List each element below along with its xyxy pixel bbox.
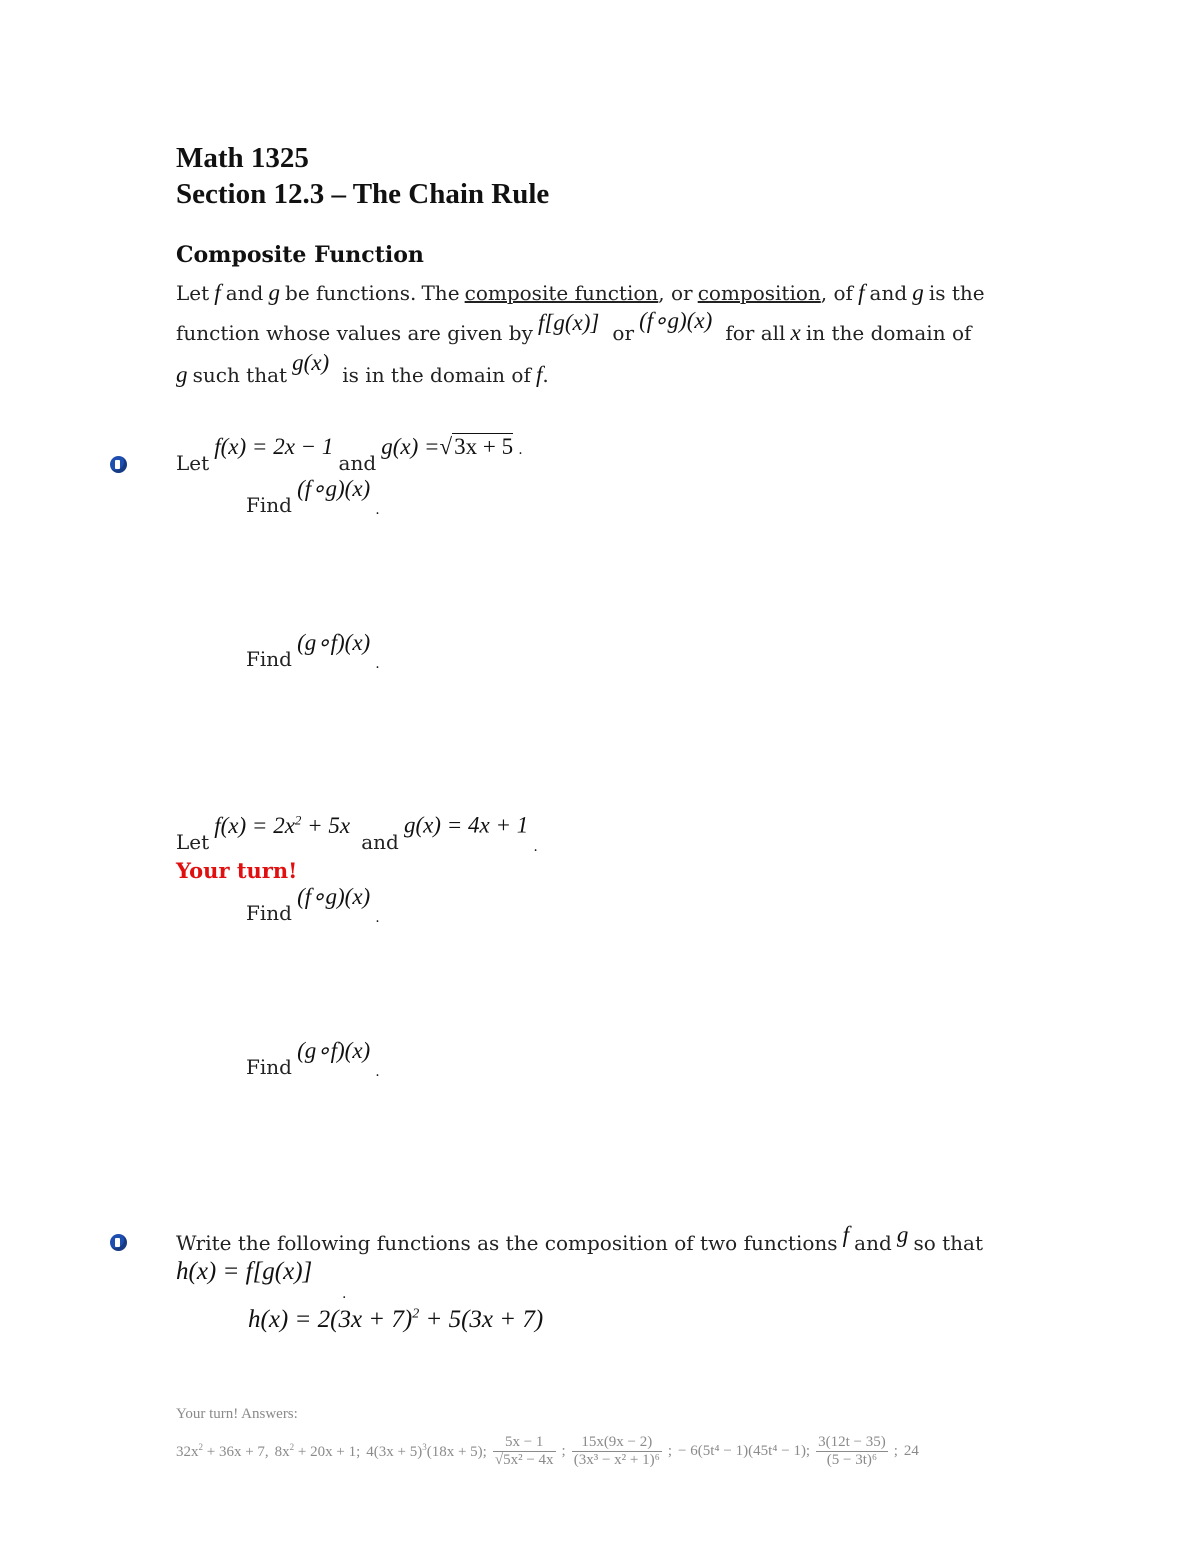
answer-1: $32x^2 + 36x + 7$, — [176, 1441, 269, 1460]
bullet-icon — [110, 456, 127, 473]
answer-3: $4(3x + 5)^3(18x + 5)$; — [366, 1441, 487, 1460]
section-title: Section 12.3 – The Chain Rule — [176, 178, 550, 210]
example1-statement: Let f(x) = 2x − 1 and g(x) =√3x + 5 . — [176, 434, 523, 475]
example1-g-definition: g(x) =√3x + 5 — [381, 434, 514, 459]
example1-find-gof: Find (g∘f)(x) . — [246, 630, 380, 672]
example2-g-definition: g(x) = 4x + 1 — [403, 812, 529, 838]
example3-h-expression: $h(x) = 2(3x + 7)^2 + 5(3x + 7)$ — [248, 1306, 544, 1333]
example3-h-composition: h(x) = f[g(x)] — [176, 1258, 313, 1285]
definition-heading: Composite Function — [176, 242, 424, 268]
example2-statement: Let $f(x) = 2x^2 + 5x$ and g(x) = 4x + 1 . — [176, 812, 538, 855]
definition-line-1: Let f and g be functions. The composite function, or composition, of f and g is the — [176, 280, 985, 305]
answer-2: $8x^2 + 20x + 1$; — [274, 1441, 361, 1460]
bullet-icon — [110, 1234, 127, 1251]
composition-term: composition — [697, 281, 821, 305]
definition-line-2: function whose values are given by f[g(x)] or (f∘g)(x) for all x in the domain of — [176, 308, 972, 345]
answer-4: $\frac{5x - 1}{\text{√5x² − 4x}}$ — [494, 1433, 554, 1468]
your-turn-label: Your turn! — [176, 858, 298, 883]
composite-function-term: composite function — [464, 281, 659, 305]
answer-8: 24 — [903, 1442, 919, 1459]
answers-label: Your turn! Answers: — [176, 1406, 298, 1422]
example2-find-fog: Find (f∘g)(x) . — [246, 884, 380, 926]
example1-find-fog: Find (f∘g)(x) . — [246, 476, 380, 518]
course-title: Math 1325 — [176, 142, 309, 174]
answer-7: $\frac{3(12t - 35)}{\text{(5 − 3t)⁶}}$ — [818, 1433, 886, 1468]
answers-line: $32x^2 + 36x + 7$, $8x^2 + 20x + 1$; $4(3x + 5)^3(18x + 5)$; $\frac{5x - 1}{\text{√5x² − 4x}}$ ; $\frac{15x(9x - 2)}{\text{(3x³ − x² + 1)⁶}}$ ; − 6(5t⁴ − 1)(45t⁴ − 1); $\frac{3(12t - 35)}{\text{(5 − 3t)⁶}}$ ; 24 — [176, 1433, 919, 1468]
example2-f-definition: $f(x) = 2x^2 + 5x$ — [214, 812, 351, 838]
answer-5: $\frac{15x(9x - 2)}{\text{(3x³ − x² + 1)⁶}}$ — [573, 1433, 660, 1468]
example3-statement: Write the following functions as the composition of two functions f and g so that — [176, 1222, 983, 1255]
definition-line-3: g such that g(x) is in the domain of f. — [176, 350, 549, 387]
example1-f-definition: f(x) = 2x − 1 — [214, 434, 334, 459]
example2-find-gof: Find (g∘f)(x) . — [246, 1038, 380, 1080]
answer-6: − 6(5t⁴ − 1)(45t⁴ − 1); — [678, 1442, 811, 1459]
